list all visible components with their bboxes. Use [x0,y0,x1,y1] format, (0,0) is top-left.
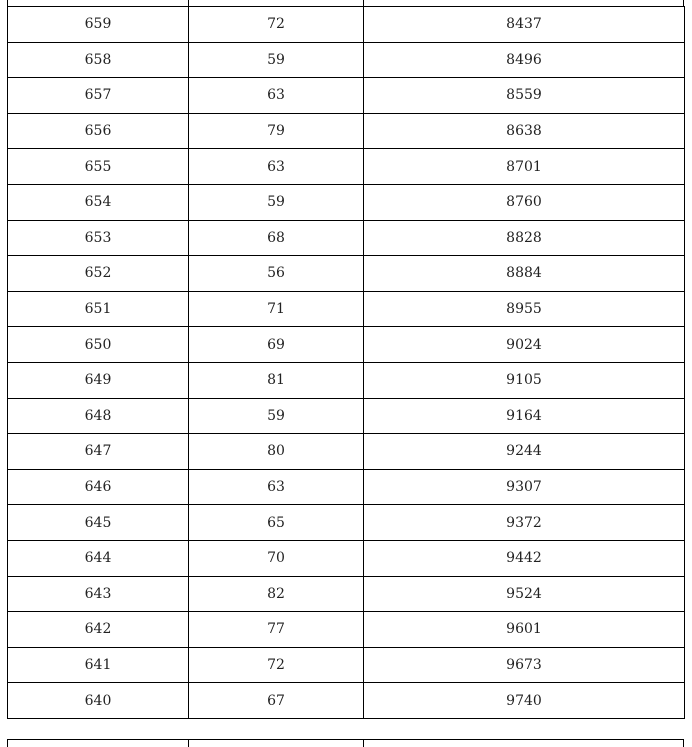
count-cell: 68 [189,220,364,256]
table-row [8,7,685,43]
table-row [8,256,685,292]
table-row [8,291,685,327]
score-cell: 659 [8,7,189,43]
count-cell: 63 [189,78,364,114]
count-cell: 79 [189,113,364,149]
table-row [8,683,685,719]
count-cell: 69 [189,327,364,363]
cumulative-cell: 8437 [364,7,685,43]
table-row [8,647,685,683]
score-cell: 640 [8,683,189,719]
count-cell: 70 [189,540,364,576]
cumulative-cell: 9164 [364,398,685,434]
score-cell: 653 [8,220,189,256]
table-body [8,7,685,719]
count-cell: 72 [189,7,364,43]
table-row [8,220,685,256]
score-cell: 657 [8,78,189,114]
score-cell: 645 [8,505,189,541]
cumulative-cell: 9372 [364,505,685,541]
cumulative-cell: 9442 [364,540,685,576]
table-row [8,78,685,114]
score-cell: 649 [8,362,189,398]
cumulative-cell: 8828 [364,220,685,256]
count-cell: 82 [189,576,364,612]
score-cell: 646 [8,469,189,505]
table-row [8,327,685,363]
table-row [8,434,685,470]
cumulative-cell: 9524 [364,576,685,612]
table-row [8,398,685,434]
count-cell: 63 [189,469,364,505]
cumulative-cell: 9307 [364,469,685,505]
table-border-stub [7,739,8,747]
score-cell: 643 [8,576,189,612]
score-cell: 656 [8,113,189,149]
cumulative-cell: 8760 [364,184,685,220]
count-cell: 56 [189,256,364,292]
count-cell: 67 [189,683,364,719]
count-cell: 72 [189,647,364,683]
table-row [8,469,685,505]
table-row [8,612,685,648]
table-border-stub [683,739,684,747]
cumulative-cell: 9024 [364,327,685,363]
score-cell: 652 [8,256,189,292]
table-bottom-border [7,739,684,740]
cumulative-cell: 9105 [364,362,685,398]
score-cell: 650 [8,327,189,363]
score-cell: 651 [8,291,189,327]
cumulative-cell: 8638 [364,113,685,149]
count-cell: 77 [189,612,364,648]
cumulative-cell: 8701 [364,149,685,185]
score-cell: 658 [8,42,189,78]
table-row [8,42,685,78]
cumulative-cell: 8955 [364,291,685,327]
count-cell: 71 [189,291,364,327]
score-cell: 654 [8,184,189,220]
count-cell: 59 [189,398,364,434]
count-cell: 81 [189,362,364,398]
score-cell: 647 [8,434,189,470]
cumulative-cell: 9740 [364,683,685,719]
table-border-stub [188,739,189,747]
score-table [7,6,685,719]
count-cell: 63 [189,149,364,185]
table-row [8,149,685,185]
score-cell: 642 [8,612,189,648]
table-row [8,362,685,398]
cumulative-cell: 8496 [364,42,685,78]
cumulative-cell: 8559 [364,78,685,114]
cumulative-cell: 9601 [364,612,685,648]
cumulative-cell: 9244 [364,434,685,470]
table-row [8,505,685,541]
score-cell: 644 [8,540,189,576]
cumulative-cell: 9673 [364,647,685,683]
table-row [8,576,685,612]
cumulative-cell: 8884 [364,256,685,292]
count-cell: 65 [189,505,364,541]
count-cell: 59 [189,42,364,78]
count-cell: 80 [189,434,364,470]
score-cell: 648 [8,398,189,434]
score-cell: 641 [8,647,189,683]
table-row [8,113,685,149]
count-cell: 59 [189,184,364,220]
table-border-stub [363,739,364,747]
score-cell: 655 [8,149,189,185]
table-row [8,184,685,220]
table-row [8,540,685,576]
